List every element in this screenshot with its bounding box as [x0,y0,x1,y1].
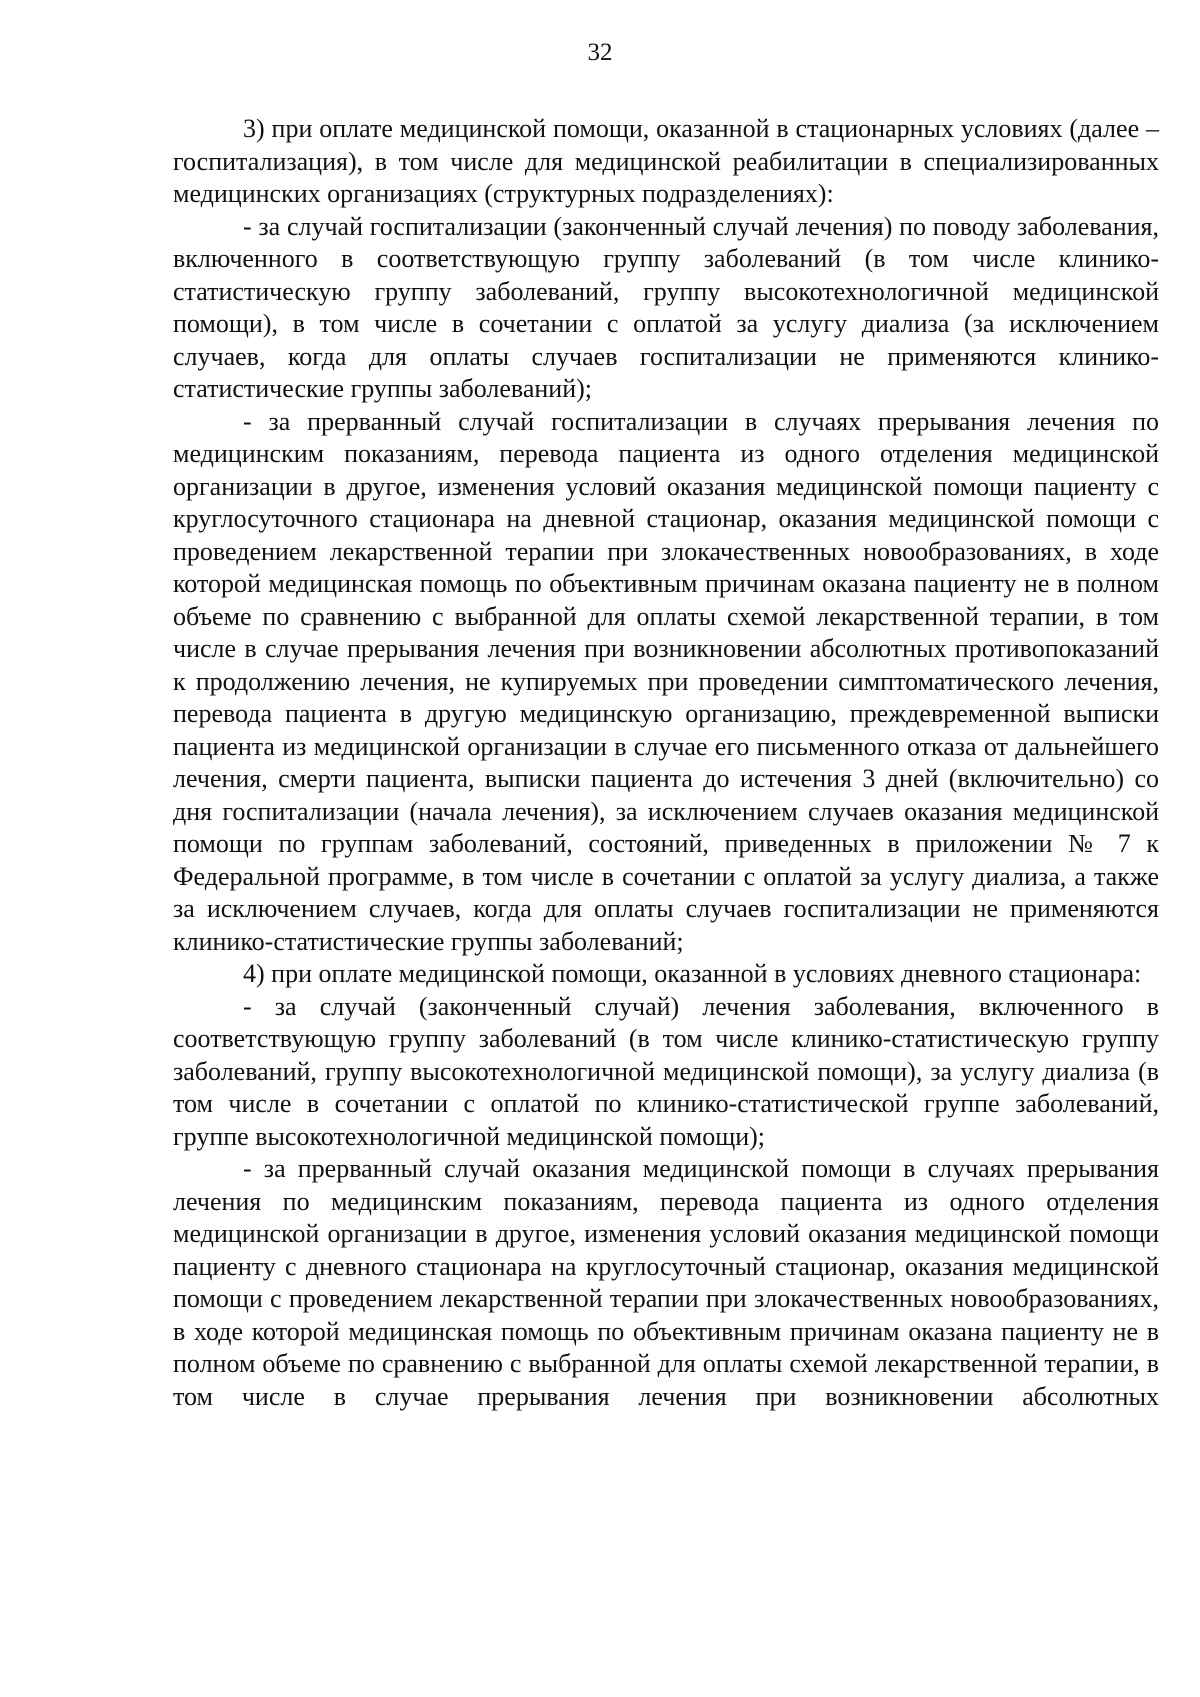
paragraph-item-4: 4) при оплате медицинской помощи, оказанной в условиях дневного стационара: [243,959,1142,988]
paragraph-day-hospital-completed-case: - за случай (законченный случай) лечения заболевания, включенного в соответствующую группу заболеваний (в том числе клинико-статистическую группу заболеваний, группу высокотехнологичной медицинской помощи), за услугу диализа (в том числе в сочетании с оплатой по клинико-статистической группе заболеваний, группе высокотехнологичной медицинской помощи); [173,991,1159,1151]
paragraph-item-3: 3) при оплате медицинской помощи, оказанной в стационарных условиях (далее – госпитализация), в том числе для медицинской реабилитации в специализированных медицинских организациях (структурных подразделениях): [173,114,1159,208]
paragraph-hospitalization-interrupted-case: - за прерванный случай госпитализации в случаях прерывания лечения по медицинским показаниям, перевода пациента из одного отделения медицинской организации в другое, изменения условий оказания медицинской помощи пациенту с круглосуточного стационара на дневной стационар, оказания медицинской помощи с проведением лекарственной терапии при злокачественных новообразованиях, в ходе которой медицинская помощь по объективным причинам оказана пациенту не в полном объеме по сравнению с выбранной для оплаты схемой лекарственной терапии, в том числе в случае прерывания лечения при возникновении абсолютных противопоказаний к продолжению лечения, не купируемых при проведении симптоматического лечения, перевода пациента в другую медицинскую организацию, преждевременной выписки пациента из медицинской организации в случае его письменного отказа от дальнейшего лечения, смерти пациента, выписки пациента до истечения 3 дней (включительно) со дня госпитализации (начала лечения), за исключением случаев оказания медицинской помощи по группам заболеваний, состояний, приведенных в приложении № 7 к Федеральной программе, в том числе в сочетании с оплатой за услугу диализа, а также за исключением случаев, когда для оплаты случаев госпитализации не применяются клинико-статистические группы заболеваний; [173,406,1159,956]
document-body [173,113,1159,1413]
paragraph-day-hospital-interrupted-case: - за прерванный случай оказания медицинской помощи в случаях прерывания лечения по медицинским показаниям, перевода пациента из одного отделения медицинской организации в другое, изменения условий оказания медицинской помощи пациенту с дневного стационара на круглосуточный стационар, оказания медицинской помощи с проведением лекарственной терапии при злокачественных новообразованиях, в ходе которой медицинская помощь по объективным причинам оказана пациенту не в полном объеме по сравнению с выбранной для оплаты схемой лекарственной терапии, в том числе в случае прерывания лечения при возникновении абсолютных [173,1154,1159,1411]
paragraph-hospitalization-completed-case: - за случай госпитализации (законченный случай лечения) по поводу заболевания, включенного в соответствующую группу заболеваний (в том числе клинико-статистическую группу заболеваний, группу высокотехнологичной медицинской помощи), в том числе в сочетании с оплатой за услугу диализа (за исключением случаев, когда для оплаты случаев госпитализации не применяются клинико-статистические группы заболеваний); [173,211,1159,403]
page-number: 32 [587,39,613,66]
